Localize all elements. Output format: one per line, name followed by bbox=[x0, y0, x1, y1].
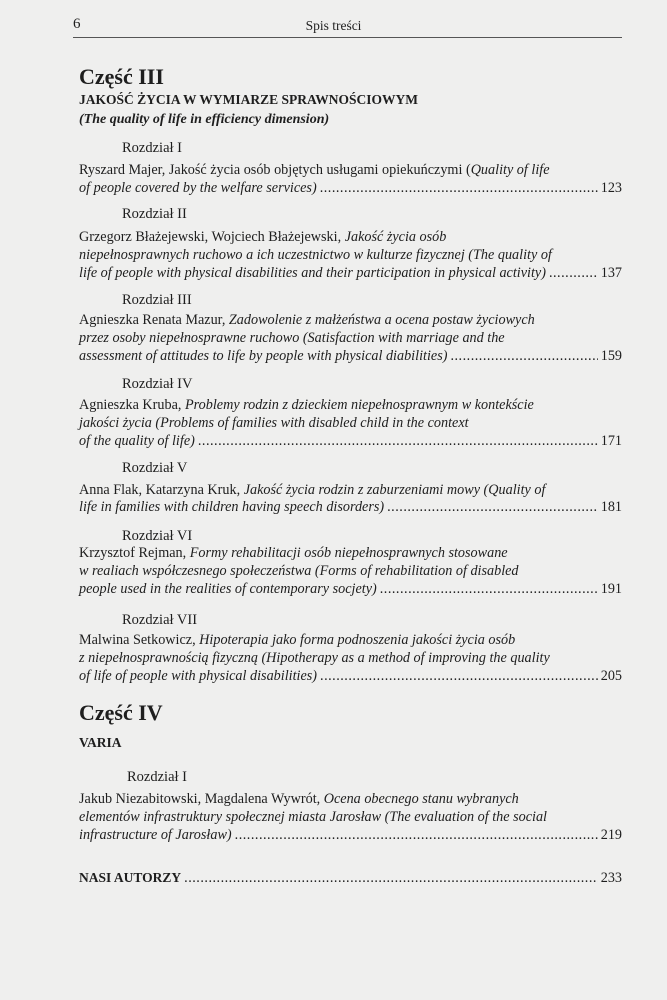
running-title: Spis treści bbox=[305, 18, 362, 33]
page-ref: 181 bbox=[600, 499, 622, 515]
dot-leader bbox=[387, 498, 598, 516]
authors-entry-link[interactable]: NASI AUTORZY ..... 233 bbox=[79, 869, 622, 887]
dot-leader bbox=[184, 869, 598, 887]
toc-entry-link[interactable]: of the quality of life) ..... 171 bbox=[79, 432, 622, 450]
toc-line: Agnieszka Kruba, Problemy rodzin z dzieckiem niepełnosprawnym w kontekście bbox=[79, 397, 534, 413]
chapter-label: Rozdział V bbox=[122, 460, 188, 476]
part-3-title: Część III bbox=[79, 64, 164, 89]
part-3-subtitle: (The quality of life in efficiency dimension) bbox=[79, 112, 330, 127]
toc-line: elementów infrastruktury społecznej miasta Jarosław (The evaluation of the social bbox=[79, 809, 547, 825]
part-4-section: VARIA bbox=[79, 735, 122, 750]
page-ref: 137 bbox=[600, 265, 622, 281]
chapter-label: Rozdział IV bbox=[122, 376, 193, 392]
toc-line: niepełnosprawnych ruchowo a ich uczestnictwo w kulturze fizycznej (The quality of bbox=[79, 247, 552, 263]
toc-entry-link[interactable]: people used in the realities of contemporary socjety) ..... 191 bbox=[79, 580, 622, 598]
toc-entry-link[interactable]: of people covered by the welfare services) ..... 123 bbox=[79, 179, 622, 197]
toc-line: w realiach współczesnego społeczeństwa (Forms of rehabilitation of disabled bbox=[79, 563, 519, 579]
dot-leader bbox=[235, 826, 598, 844]
toc-line: Ryszard Majer, Jakość życia osób objętych usługami opiekuńczymi (Quality of life bbox=[79, 162, 550, 178]
part-4-title: Część IV bbox=[79, 700, 163, 725]
toc-entry-link[interactable]: life in families with children having speech disorders) ..... 181 bbox=[79, 498, 622, 516]
dot-leader bbox=[320, 179, 598, 197]
page-ref: 191 bbox=[600, 581, 622, 597]
chapter-label: Rozdział I bbox=[127, 769, 187, 785]
page-number: 6 bbox=[73, 16, 81, 32]
header-rule bbox=[73, 37, 622, 38]
chapter-label: Rozdział VII bbox=[122, 612, 198, 628]
toc-line: Anna Flak, Katarzyna Kruk, Jakość życia rodzin z zaburzeniami mowy (Quality of bbox=[79, 482, 546, 498]
toc-line: Agnieszka Renata Mazur, Zadowolenie z małżeństwa a ocena postaw życiowych bbox=[79, 312, 535, 328]
page-ref: 159 bbox=[600, 348, 622, 364]
chapter-label: Rozdział I bbox=[122, 140, 182, 156]
toc-entry-link[interactable]: life of people with physical disabilities and their participation in physical activity) ..... 137 bbox=[79, 264, 622, 282]
page-ref: 123 bbox=[600, 180, 622, 196]
toc-line: jakości życia (Problems of families with disabled child in the context bbox=[79, 415, 469, 431]
page-ref: 205 bbox=[600, 668, 622, 684]
toc-line: Grzegorz Błażejewski, Wojciech Błażejewski, Jakość życia osób bbox=[79, 229, 447, 245]
toc-line: z niepełnosprawnością fizyczną (Hipotherapy as a method of improving the quality bbox=[79, 650, 550, 666]
page-ref: 219 bbox=[600, 827, 622, 843]
page-ref: 233 bbox=[600, 870, 622, 886]
dot-leader bbox=[549, 264, 598, 282]
toc-line: przez osoby niepełnosprawne ruchowo (Satisfaction with marriage and the bbox=[79, 330, 505, 346]
dot-leader bbox=[450, 347, 597, 365]
toc-entry-link[interactable]: infrastructure of Jarosław) ..... 219 bbox=[79, 826, 622, 844]
toc-line: Krzysztof Rejman, Formy rehabilitacji osób niepełnosprawnych stosowane bbox=[79, 545, 508, 561]
chapter-label: Rozdział VI bbox=[122, 528, 193, 544]
chapter-label: Rozdział III bbox=[122, 292, 192, 308]
toc-entry-link[interactable]: assessment of attitudes to life by people with physical diabilities) ..... 159 bbox=[79, 347, 622, 365]
dot-leader bbox=[198, 432, 598, 450]
dot-leader bbox=[380, 580, 598, 598]
toc-line: Jakub Niezabitowski, Magdalena Wywrót, Ocena obecnego stanu wybranych bbox=[79, 791, 519, 807]
toc-entry-link[interactable]: of life of people with physical disabilities) ..... 205 bbox=[79, 667, 622, 685]
dot-leader bbox=[320, 667, 598, 685]
page-ref: 171 bbox=[600, 433, 622, 449]
toc-line: Malwina Setkowicz, Hipoterapia jako forma podnoszenia jakości życia osób bbox=[79, 632, 516, 648]
chapter-label: Rozdział II bbox=[122, 206, 187, 222]
part-3-section: JAKOŚĆ ŻYCIA W WYMIARZE SPRAWNOŚCIOWYM bbox=[79, 92, 419, 107]
